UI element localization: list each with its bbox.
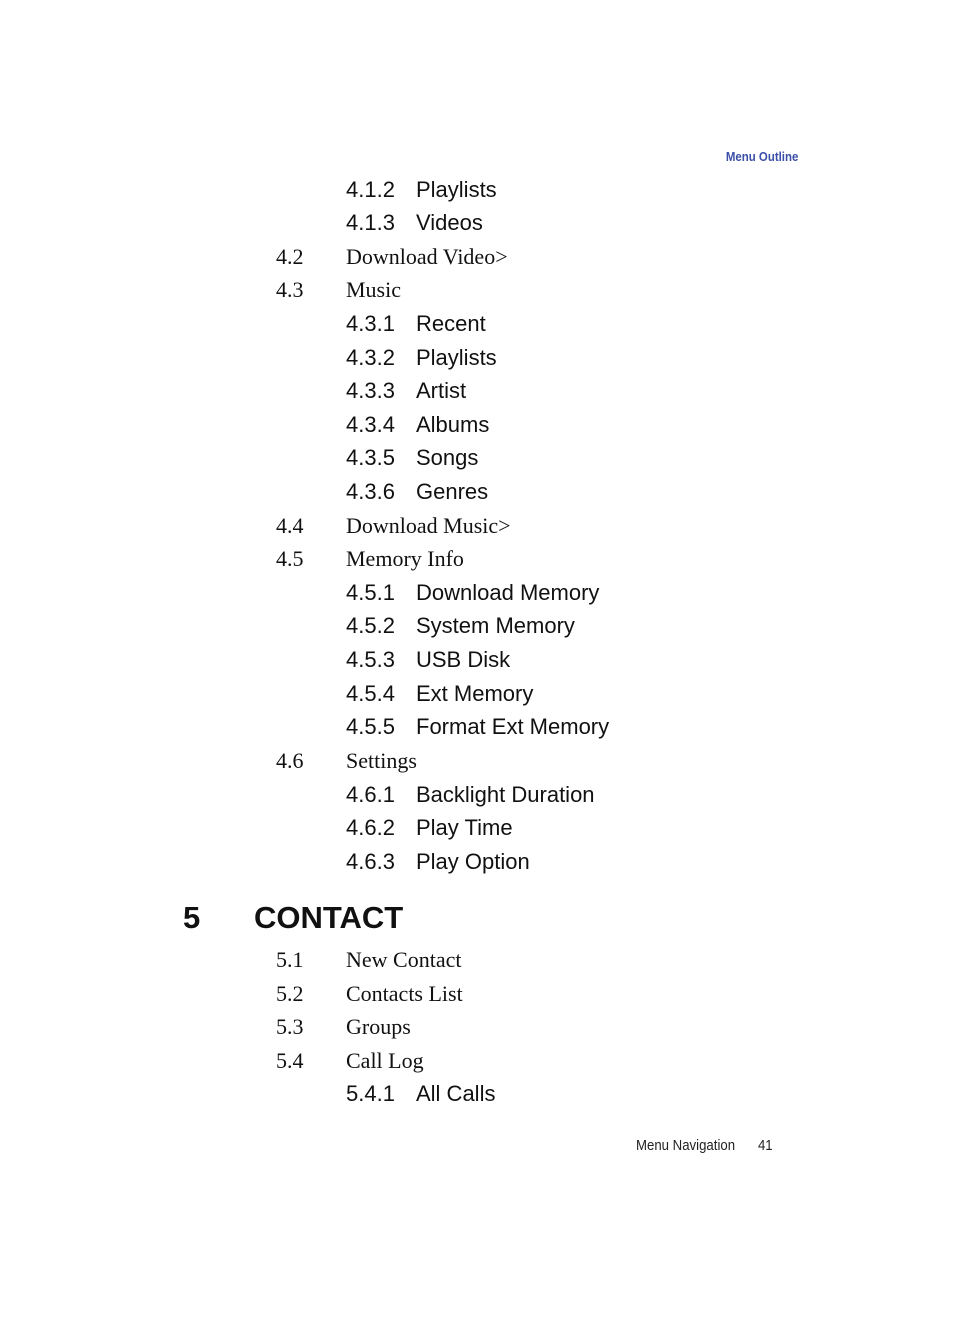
item-label: Music xyxy=(346,277,401,302)
list-item xyxy=(346,681,533,711)
item-label: System Memory xyxy=(416,613,575,638)
item-label: Play Option xyxy=(416,849,530,874)
item-label: Call Log xyxy=(346,1048,424,1073)
list-item xyxy=(276,1014,411,1044)
item-label: Contacts List xyxy=(346,981,463,1006)
list-item xyxy=(346,378,466,408)
list-item xyxy=(346,1081,495,1111)
list-item xyxy=(346,613,575,643)
item-number: 4.3.1 xyxy=(346,311,395,336)
item-label: Songs xyxy=(416,445,479,470)
list-item xyxy=(346,815,513,845)
item-label: Playlists xyxy=(416,345,497,370)
item-number: 4.6.3 xyxy=(346,849,395,874)
item-number: 4.6 xyxy=(276,748,304,773)
list-item xyxy=(346,311,486,341)
section-title: CONTACT xyxy=(254,900,404,935)
item-label: New Contact xyxy=(346,947,462,972)
item-number: 4.6.2 xyxy=(346,815,395,840)
list-item xyxy=(276,513,511,543)
item-number: 4.1.2 xyxy=(346,177,395,202)
section-number: 5 xyxy=(183,900,201,935)
item-label: Format Ext Memory xyxy=(416,714,610,739)
item-number: 5.4.1 xyxy=(346,1081,395,1106)
list-item xyxy=(346,647,510,677)
item-number: 4.5.2 xyxy=(346,613,395,638)
item-number: 4.5.4 xyxy=(346,681,395,706)
item-label: Genres xyxy=(416,479,489,504)
item-label: Albums xyxy=(416,412,490,437)
list-item xyxy=(276,546,464,576)
list-item xyxy=(346,580,599,610)
list-item xyxy=(276,981,463,1011)
list-item xyxy=(276,947,461,977)
item-label: Artist xyxy=(416,378,467,403)
item-number: 4.6.1 xyxy=(346,782,395,807)
item-label: Download Memory xyxy=(416,580,600,605)
item-number: 4.1.3 xyxy=(346,210,395,235)
item-label: All Calls xyxy=(416,1081,496,1106)
item-number: 4.3.4 xyxy=(346,412,395,437)
item-label: Memory Info xyxy=(346,546,464,571)
item-label: Recent xyxy=(416,311,486,336)
list-item xyxy=(276,1048,424,1078)
item-label: Download Music> xyxy=(346,513,511,538)
item-label: Videos xyxy=(416,210,483,235)
item-label: Groups xyxy=(346,1014,411,1039)
list-item xyxy=(346,782,595,812)
list-item xyxy=(346,714,609,744)
list-item xyxy=(346,412,489,442)
item-label: Backlight Duration xyxy=(416,782,595,807)
item-number: 5.2 xyxy=(276,981,304,1006)
item-number: 4.3.5 xyxy=(346,445,395,470)
page-footer xyxy=(636,1137,773,1154)
list-item xyxy=(346,849,530,879)
item-number: 4.5.1 xyxy=(346,580,395,605)
section-heading xyxy=(183,900,403,936)
item-number: 4.5 xyxy=(276,546,304,571)
item-number: 4.5.3 xyxy=(346,647,395,672)
item-number: 4.3.2 xyxy=(346,345,395,370)
item-number: 5.1 xyxy=(276,947,304,972)
list-item xyxy=(276,277,401,307)
list-item xyxy=(346,345,497,375)
item-number: 4.3.3 xyxy=(346,378,395,403)
item-label: Play Time xyxy=(416,815,513,840)
item-label: Settings xyxy=(346,748,417,773)
item-number: 4.3 xyxy=(276,277,304,302)
item-label: Download Video> xyxy=(346,244,508,269)
running-header: Menu Outline xyxy=(725,149,798,164)
item-number: 4.4 xyxy=(276,513,304,538)
item-label: Ext Memory xyxy=(416,681,534,706)
item-number: 5.4 xyxy=(276,1048,304,1073)
list-item xyxy=(346,210,483,240)
footer-label: Menu Navigation xyxy=(636,1137,736,1154)
list-item xyxy=(346,445,478,475)
item-number: 5.3 xyxy=(276,1014,304,1039)
item-number: 4.3.6 xyxy=(346,479,395,504)
item-number: 4.5.5 xyxy=(346,714,395,739)
list-item xyxy=(346,479,488,509)
list-item xyxy=(276,244,508,274)
item-label: USB Disk xyxy=(416,647,511,672)
page-number: 41 xyxy=(757,1137,773,1154)
item-number: 4.2 xyxy=(276,244,304,269)
list-item xyxy=(346,177,497,207)
item-label: Playlists xyxy=(416,177,497,202)
list-item xyxy=(276,748,417,778)
